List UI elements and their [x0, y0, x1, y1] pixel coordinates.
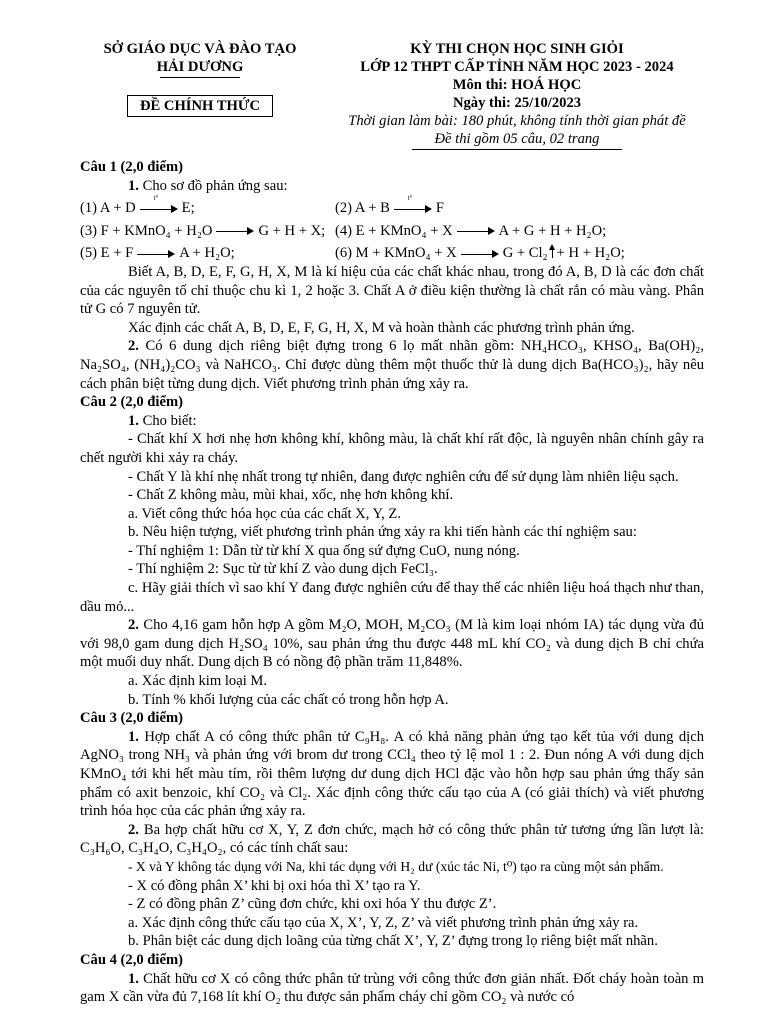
- exam-header: [80, 0, 704, 150]
- exam-duration: Thời gian làm bài: 180 phút, không tính thời gian phát đề: [348, 113, 686, 129]
- header-left: [80, 40, 320, 117]
- arrow-icon: [216, 226, 254, 236]
- q3-line-4: a. Xác định công thức cấu tạo của X, X’, Y, Z, Z’ và viết phương trình phản ứng xảy ra.: [128, 914, 639, 931]
- heat-arrow-icon: t°: [140, 204, 178, 214]
- q3-line-2: - X có đồng phân X’ khi bị oxi hóa thì X’ tạo ra Y.: [128, 877, 421, 894]
- q1-part1-paragraph-1: Biết A, B, D, E, F, G, H, X, M là kí hiệu của các chất khác nhau, trong đó A, B, D là các đơn chất của các nguyên tố chỉ thuộc chu kì 1, 2 hoặc 3. Chất A ở điều kiện thường là chất rắn có màu vàng. Phân tử G có 7 nguyên tử.: [80, 263, 704, 318]
- exam-content: [80, 158, 704, 1007]
- arrow-icon: [137, 249, 175, 259]
- q2-line-4: a. Viết công thức hóa học của các chất X, Y, Z.: [128, 505, 401, 522]
- header-right-rule: [412, 149, 622, 150]
- q3-part1: 1. Hợp chất A có công thức phân tử C₉H₈. A có khả năng phản ứng tạo kết tủa với dung dịch AgNO₃ trong NH₃ và phản ứng với brom dư trong CCl₄ theo tỷ lệ mol 1 : 2. Đun nóng A với dung dịch KMnO₄ tới khi hết màu tím, rồi thêm lượng dư dung dịch HCl đặc vào hỗn hợp sau phản ứng thấy sản phẩm có axit benzoic, khí CO₂ và Cl₂. Xác định công thức cấu tạo của A (có giải thích) và viết phương trình hóa học của các phản ứng xảy ra.: [80, 728, 704, 820]
- q2-line-1: - Chất khí X hơi nhẹ hơn không khí, không màu, là chất khí rất độc, là nguyên nhân chính gây ra chết người khi xảy ra cháy.: [80, 431, 704, 466]
- q2-line-9: a. Xác định kim loại M.: [128, 673, 268, 690]
- official-exam-box: ĐỀ CHÍNH THỨC: [127, 95, 273, 117]
- q3-line-3: - Z có đồng phân Z’ cũng đơn chức, khi oxi hóa Y thu được Z’.: [128, 896, 497, 913]
- q1-part2: 2. Có 6 dung dịch riêng biệt đựng trong 6 lọ mất nhãn gồm: NH₄HCO₃, KHSO₄, Ba(OH)₂, Na₂SO₄, (NH₄)₂CO₃ và NaHCO₃. Chỉ được dùng thêm một thuốc thử là dung dịch Ba(HCO₃)₂, hãy nêu cách phân biệt từng dung dịch. Viết phương trình phản ứng xảy ra.: [80, 338, 704, 392]
- q1-part1-intro: 1. Cho sơ đồ phản ứng sau:: [128, 177, 288, 194]
- q2-line-5: b. Nêu hiện tượng, viết phương trình phản ứng xảy ra khi tiến hành các thí nghiệm sau:: [128, 524, 637, 541]
- q2-line-3: - Chất Z không màu, mùi khai, xốc, nhẹ hơn không khí.: [128, 487, 454, 504]
- question-4-title: Câu 4 (2,0 điểm): [80, 951, 183, 968]
- question-3-title: Câu 3 (2,0 điểm): [80, 710, 183, 727]
- q3-line-5: b. Phân biệt các dung dịch loãng của từng chất X’, Y, Z’ đựng trong lọ riêng biệt mất nhãn.: [128, 933, 658, 950]
- exam-grade-year: LỚP 12 THPT CẤP TỈNH NĂM HỌC 2023 - 2024: [360, 59, 674, 75]
- reaction-row-3: [80, 244, 704, 263]
- exam-pages-info: Đề thi gồm 05 câu, 02 trang: [434, 131, 600, 147]
- gas-up-arrow-icon: [549, 244, 556, 258]
- q2-line-2: - Chất Y là khí nhẹ nhất trong tự nhiên, đang được nghiên cứu để sử dụng làm nhiên liệu sạch.: [128, 468, 679, 485]
- q1-part1-paragraph-2: Xác định các chất A, B, D, E, F, G, H, X, M và hoàn thành các phương trình phản ứng.: [128, 319, 635, 336]
- reaction-6: (6) M + KMnO₄ + X G + Cl₂ + H + H₂O;: [335, 245, 625, 262]
- header-left-rule: [160, 77, 240, 78]
- exam-title: KỲ THI CHỌN HỌC SINH GIỎI: [410, 41, 624, 57]
- reaction-2: (2) A + B t° F: [335, 193, 444, 217]
- q2-line-6: - Thí nghiệm 1: Dẫn từ từ khí X qua ống sứ đựng CuO, nung nóng.: [128, 542, 520, 559]
- reaction-row-1: [80, 193, 704, 218]
- q4-part1: 1. Chất hữu cơ X có công thức phân tử trùng với công thức đơn giản nhất. Đốt cháy hoàn toàn m gam X cần vừa đủ 7,168 lít khí O₂ thu được sản phẩm cháy chỉ gồm CO₂ và nước có: [80, 970, 704, 1006]
- question-1-title: Câu 1 (2,0 điểm): [80, 159, 183, 175]
- reaction-1: (1) A + D t° E;: [80, 193, 195, 217]
- reaction-row-2: [80, 222, 704, 241]
- q3-part2: 2. Ba hợp chất hữu cơ X, Y, Z đơn chức, mạch hở có công thức phân tử tương ứng lần lượt là: C₃H₆O, C₃H₄O, C₃H₄O₂, có các tính chất sau:: [80, 821, 704, 857]
- arrow-icon: [457, 226, 495, 236]
- heat-arrow-icon: t°: [394, 204, 432, 214]
- reaction-4: (4) E + KMnO₄ + X A + G + H + H₂O;: [335, 222, 607, 239]
- header-right: [330, 40, 704, 150]
- q2-line-7: - Thí nghiệm 2: Sục từ từ khí Z vào dung dịch FeCl₃.: [128, 561, 438, 578]
- exam-date: Ngày thi: 25/10/2023: [452, 95, 582, 111]
- reaction-3: (3) F + KMnO₄ + H₂O G + H + X;: [80, 222, 326, 239]
- province-name: HẢI DƯƠNG: [156, 59, 244, 75]
- q3-line-1: - X và Y không tác dụng với Na, khi tác dụng với H₂ dư (xúc tác Ni, t⁰) tạo ra cùng một sản phẩm.: [128, 858, 664, 874]
- q2-part2: 2. Cho 4,16 gam hỗn hợp A gồm M₂O, MOH, M₂CO₃ (M là kim loại nhóm IA) tác dụng vừa đủ với 98,0 gam dung dịch H₂SO₄ 10%, sau phản ứng thu được 448 mL khí CO₂ và dung dịch B chỉ chứa một muối duy nhất. Dung dịch B có nồng độ phần trăm 11,848%.: [80, 617, 704, 671]
- q2-line-10: b. Tính % khối lượng của các chất có trong hỗn hợp A.: [128, 691, 449, 708]
- reaction-5: (5) E + F A + H₂O;: [80, 245, 235, 262]
- q2-part1-intro: 1. Cho biết:: [128, 412, 197, 429]
- q2-line-8: c. Hãy giải thích vì sao khí Y đang được nghiên cứu để thay thế các nhiên liệu hoá thạch như than, dầu mỏ...: [80, 580, 704, 615]
- arrow-icon: [461, 249, 499, 259]
- department-name: SỞ GIÁO DỤC VÀ ĐÀO TẠO: [103, 41, 297, 57]
- exam-subject: Môn thi: HOÁ HỌC: [452, 77, 582, 93]
- question-2-title: Câu 2 (2,0 điểm): [80, 394, 183, 411]
